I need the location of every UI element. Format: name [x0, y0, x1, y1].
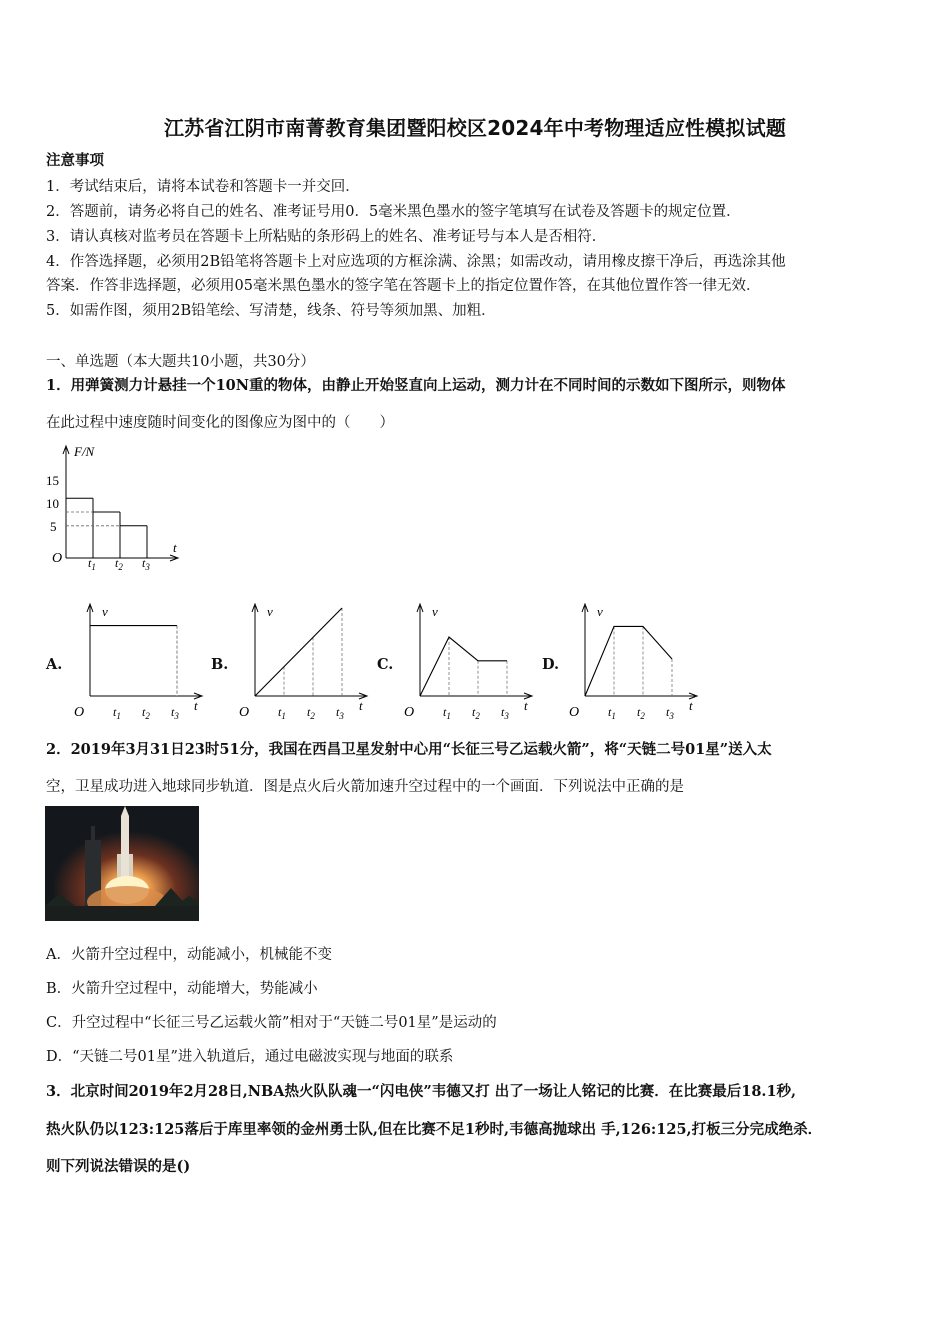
q3-line3: 则下列说法错误的是() [46, 1158, 191, 1175]
q3-line1: 3．北京时间2019年2月28日,NBA热火队队魂一“闪电侠”韦德又打 出了一场让人铭记的比赛．在比赛最后18.1秒, [46, 1083, 797, 1100]
vt-xtick-t3: $t_3$ [666, 705, 674, 721]
vt-ylabel: v [597, 604, 603, 619]
notice-item-4-cont: 答案．作答非选择题，必须用05毫米黑色墨水的签字笔在答题卡上的指定位置作答，在其他位置作答一律无效． [46, 278, 761, 294]
vt-xtick-t1: $t_1$ [278, 705, 286, 721]
vt-xlabel: t [359, 698, 363, 713]
vt-xtick-t1: $t_1$ [113, 705, 121, 721]
option-d-chart[interactable] [567, 600, 702, 722]
vt-xtick-t1: $t_1$ [443, 705, 451, 721]
vt-xtick-t1: $t_1$ [608, 705, 616, 721]
vt-xtick-t2: $t_2$ [142, 705, 150, 721]
vt-xtick-t3: $t_3$ [501, 705, 509, 721]
vt-xtick-t3: $t_3$ [171, 705, 179, 721]
option-b-label: B. [211, 656, 229, 673]
q2-line1: 2．2019年3月31日23时51分，我国在西昌卫星发射中心用“长征三号乙运载火箭”，将“天链二号01星”送入太 [46, 741, 772, 758]
ft-xtick-t1: $t_1$ [88, 556, 96, 572]
vt-xlabel: t [194, 698, 198, 713]
notice-item-2: 2．答题前，请务必将自己的姓名、准考证号用0．5毫米黑色墨水的签字笔填写在试卷及答题卡的规定位置． [46, 204, 741, 220]
notice-heading: 注意事项 [46, 152, 104, 169]
section-heading: 一、单选题（本大题共10小题，共30分） [46, 354, 315, 370]
vt-xtick-t2: $t_2$ [637, 705, 645, 721]
q2-option-d: D．“天链二号01星”进入轨道后，通过电磁波实现与地面的联系 [46, 1049, 454, 1065]
notice-item-3: 3．请认真核对监考员在答题卡上所粘贴的条形码上的姓名、准考证号与本人是否相符． [46, 229, 607, 245]
q1-line1: 1．用弹簧测力计悬挂一个10N重的物体，由静止开始竖直向上运动，测力计在不同时间的示数如下图所示，则物体 [46, 377, 786, 394]
ft-steps [66, 498, 147, 558]
ft-ylabel: F/N [74, 444, 95, 459]
vt-xtick-t2: $t_2$ [472, 705, 480, 721]
notice-item-1: 1．考试结束后，请将本试卷和答题卡一并交回． [46, 179, 360, 195]
ft-ytick-10: 10 [46, 496, 59, 511]
rocket-launch-photo [45, 806, 199, 921]
q2-option-b: B．火箭升空过程中，动能增大，势能减小 [46, 981, 318, 997]
notice-item-4: 4．作答选择题，必须用2B铅笔将答题卡上对应选项的方框涂满、涂黑；如需改动，请用橡皮擦干净后，再选涂其他 [46, 254, 786, 270]
vt-ylabel: v [267, 604, 273, 619]
notice-item-5: 5．如需作图，须用2B铅笔绘、写清楚，线条、符号等须加黑、加粗． [46, 303, 496, 319]
option-d-label: D. [542, 656, 560, 673]
vt-series-line [420, 637, 507, 696]
vt-origin: O [74, 705, 85, 720]
q2-option-c: C．升空过程中“长征三号乙运载火箭”相对于“天链二号01星”是运动的 [46, 1015, 497, 1031]
ft-ytick-15: 15 [46, 473, 59, 488]
q2-option-a: A．火箭升空过程中，动能减小，机械能不变 [46, 947, 332, 963]
q3-line2: 热火队仍以123:125落后于库里率领的金州勇士队,但在比赛不足1秒时,韦德高抛球出 手,126:125,打板三分完成绝杀． [46, 1121, 823, 1138]
vt-xlabel: t [689, 698, 693, 713]
q2-line2: 空，卫星成功进入地球同步轨道．图是点火后火箭加速升空过程中的一个画面．下列说法中正确的是 [46, 779, 684, 795]
vt-ylabel: v [102, 604, 108, 619]
vt-series-line [255, 608, 342, 696]
ft-origin: O [52, 551, 63, 566]
option-c-chart[interactable] [402, 600, 537, 722]
ft-xtick-t3: $t_3$ [142, 556, 150, 572]
vt-xtick-t2: $t_2$ [307, 705, 315, 721]
vt-origin: O [569, 705, 580, 720]
vt-xtick-t3: $t_3$ [336, 705, 344, 721]
ft-ytick-5: 5 [50, 519, 57, 534]
option-b-chart[interactable] [237, 600, 372, 722]
vt-ylabel: v [432, 604, 438, 619]
vt-origin: O [239, 705, 250, 720]
ft-xlabel: t [173, 540, 177, 555]
vt-xlabel: t [524, 698, 528, 713]
vt-origin: O [404, 705, 415, 720]
option-c-label: C. [377, 656, 394, 673]
vt-series-line [585, 626, 672, 696]
option-a-label: A. [46, 656, 63, 673]
force-time-chart [40, 440, 190, 575]
page-title: 江苏省江阴市南菁教育集团暨阳校区2024年中考物理适应性模拟试题 [163, 116, 787, 140]
option-a-chart[interactable] [72, 600, 207, 722]
q1-line2: 在此过程中速度随时间变化的图像应为图中的（ ） [46, 415, 394, 431]
ft-xtick-t2: $t_2$ [115, 556, 123, 572]
